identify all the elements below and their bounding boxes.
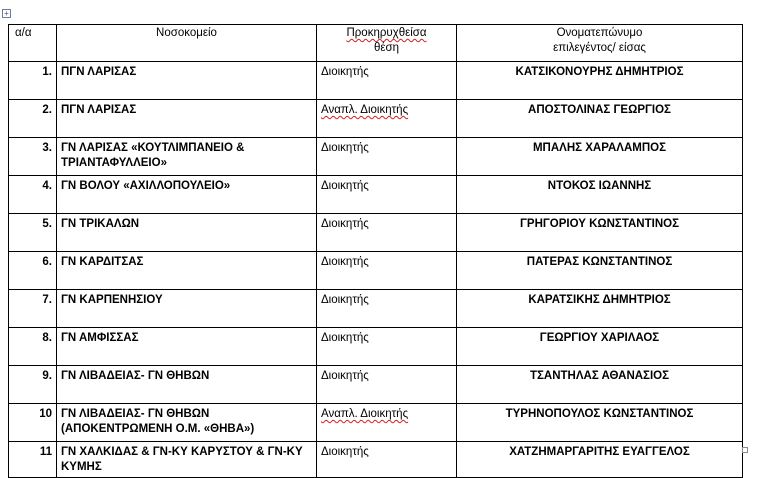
row-hospital: ΓΝ ΑΜΦΙΣΣΑΣ — [57, 328, 317, 366]
row-name: ΑΠΟΣΤΟΛΙΝΑΣ ΓΕΩΡΓΙΟΣ — [457, 100, 743, 138]
header-name-line2: επιλεγέντος/ είσας — [553, 42, 646, 54]
table-resize-handle[interactable] — [742, 447, 748, 453]
row-position: Διοικητής — [317, 328, 457, 366]
table-row — [9, 328, 743, 366]
row-number: 4. — [9, 176, 57, 214]
table-row — [9, 252, 743, 290]
row-number: 6. — [9, 252, 57, 290]
header-name — [457, 25, 743, 62]
row-number: 5. — [9, 214, 57, 252]
row-number: 9. — [9, 366, 57, 404]
header-position-line2: θέση — [373, 42, 400, 54]
row-name: ΠΑΤΕΡΑΣ ΚΩΝΣΤΑΝΤΙΝΟΣ — [457, 252, 743, 290]
row-name: ΤΥΡΗΝΟΠΟΥΛΟΣ ΚΩΝΣΤΑΝΤΙΝΟΣ — [457, 404, 743, 442]
row-name: ΓΕΩΡΓΙΟΥ ΧΑΡΙΛΑΟΣ — [457, 328, 743, 366]
row-hospital: ΓΝ ΒΟΛΟΥ «ΑΧΙΛΛΟΠΟΥΛΕΙΟ» — [57, 176, 317, 214]
table-row — [9, 442, 743, 478]
row-name: ΜΠΑΛΗΣ ΧΑΡΑΛΑΜΠΟΣ — [457, 138, 743, 176]
row-position: Διοικητής — [317, 176, 457, 214]
header-hospital: Νοσοκομείο — [57, 25, 317, 62]
row-hospital: ΠΓΝ ΛΑΡΙΣΑΣ — [57, 62, 317, 100]
row-name: ΤΣΑΝΤΗΛΑΣ ΑΘΑΝΑΣΙΟΣ — [457, 366, 743, 404]
row-number: 3. — [9, 138, 57, 176]
row-number: 11 — [9, 442, 57, 478]
row-position: Διοικητής — [317, 138, 457, 176]
row-hospital: ΓΝ ΧΑΛΚΙΔΑΣ & ΓΝ-ΚΥ ΚΑΡΥΣΤΟΥ & ΓΝ-ΚΥ ΚΥΜΗΣ — [57, 442, 317, 478]
row-position: Διοικητής — [317, 214, 457, 252]
row-position: Διοικητής — [317, 366, 457, 404]
row-position: Διοικητής — [317, 252, 457, 290]
header-position-line1: Προκηρυχθείσα — [346, 27, 427, 39]
row-hospital: ΠΓΝ ΛΑΡΙΣΑΣ — [57, 100, 317, 138]
row-position: Διοικητής — [317, 290, 457, 328]
header-row — [9, 25, 743, 62]
row-hospital: ΓΝ ΛΙΒΑΔΕΙΑΣ- ΓΝ ΘΗΒΩΝ — [57, 366, 317, 404]
row-position-text: Αναπλ. Διοικητής — [321, 104, 409, 116]
row-name: ΚΑΡΑΤΣΙΚΗΣ ΔΗΜΗΤΡΙΟΣ — [457, 290, 743, 328]
table-row — [9, 100, 743, 138]
row-number: 8. — [9, 328, 57, 366]
row-name: ΚΑΤΣΙΚΟΝΟΥΡΗΣ ΔΗΜΗΤΡΙΟΣ — [457, 62, 743, 100]
table-row — [9, 62, 743, 100]
header-name-line1: Ονοματεπώνυμο — [556, 27, 643, 39]
row-hospital: ΓΝ ΛΙΒΑΔΕΙΑΣ- ΓΝ ΘΗΒΩΝ (ΑΠΟΚΕΝΤΡΩΜΕΝΗ Ο.Μ. «ΘΗΒΑ») — [57, 404, 317, 442]
row-hospital: ΓΝ ΤΡΙΚΑΛΩΝ — [57, 214, 317, 252]
row-number: 7. — [9, 290, 57, 328]
row-position: Διοικητής — [317, 442, 457, 478]
header-num: α/α — [9, 25, 57, 62]
row-number: 10 — [9, 404, 57, 442]
table-row — [9, 214, 743, 252]
row-name: ΧΑΤΖΗΜΑΡΓΑΡΙΤΗΣ ΕΥΑΓΓΕΛΟΣ — [457, 442, 743, 478]
table-row — [9, 290, 743, 328]
table-row — [9, 366, 743, 404]
row-name: ΓΡΗΓΟΡΙΟΥ ΚΩΝΣΤΑΝΤΙΝΟΣ — [457, 214, 743, 252]
row-position — [317, 404, 457, 442]
table-row — [9, 138, 743, 176]
row-hospital: ΓΝ ΛΑΡΙΣΑΣ «ΚΟΥΤΛΙΜΠΑΝΕΙΟ & ΤΡΙΑΝΤΑΦΥΛΛΕΙΟ» — [57, 138, 317, 176]
row-number: 1. — [9, 62, 57, 100]
row-position — [317, 100, 457, 138]
row-hospital: ΓΝ ΚΑΡΠΕΝΗΣΙΟΥ — [57, 290, 317, 328]
row-position: Διοικητής — [317, 62, 457, 100]
row-name: ΝΤΟΚΟΣ ΙΩΑΝΝΗΣ — [457, 176, 743, 214]
table-move-handle[interactable]: + — [2, 9, 11, 18]
row-position-text: Αναπλ. Διοικητής — [321, 408, 409, 420]
appointments-table — [8, 24, 743, 478]
table-row — [9, 176, 743, 214]
row-hospital: ΓΝ ΚΑΡΔΙΤΣΑΣ — [57, 252, 317, 290]
row-number: 2. — [9, 100, 57, 138]
header-position — [317, 25, 457, 62]
table-row — [9, 404, 743, 442]
